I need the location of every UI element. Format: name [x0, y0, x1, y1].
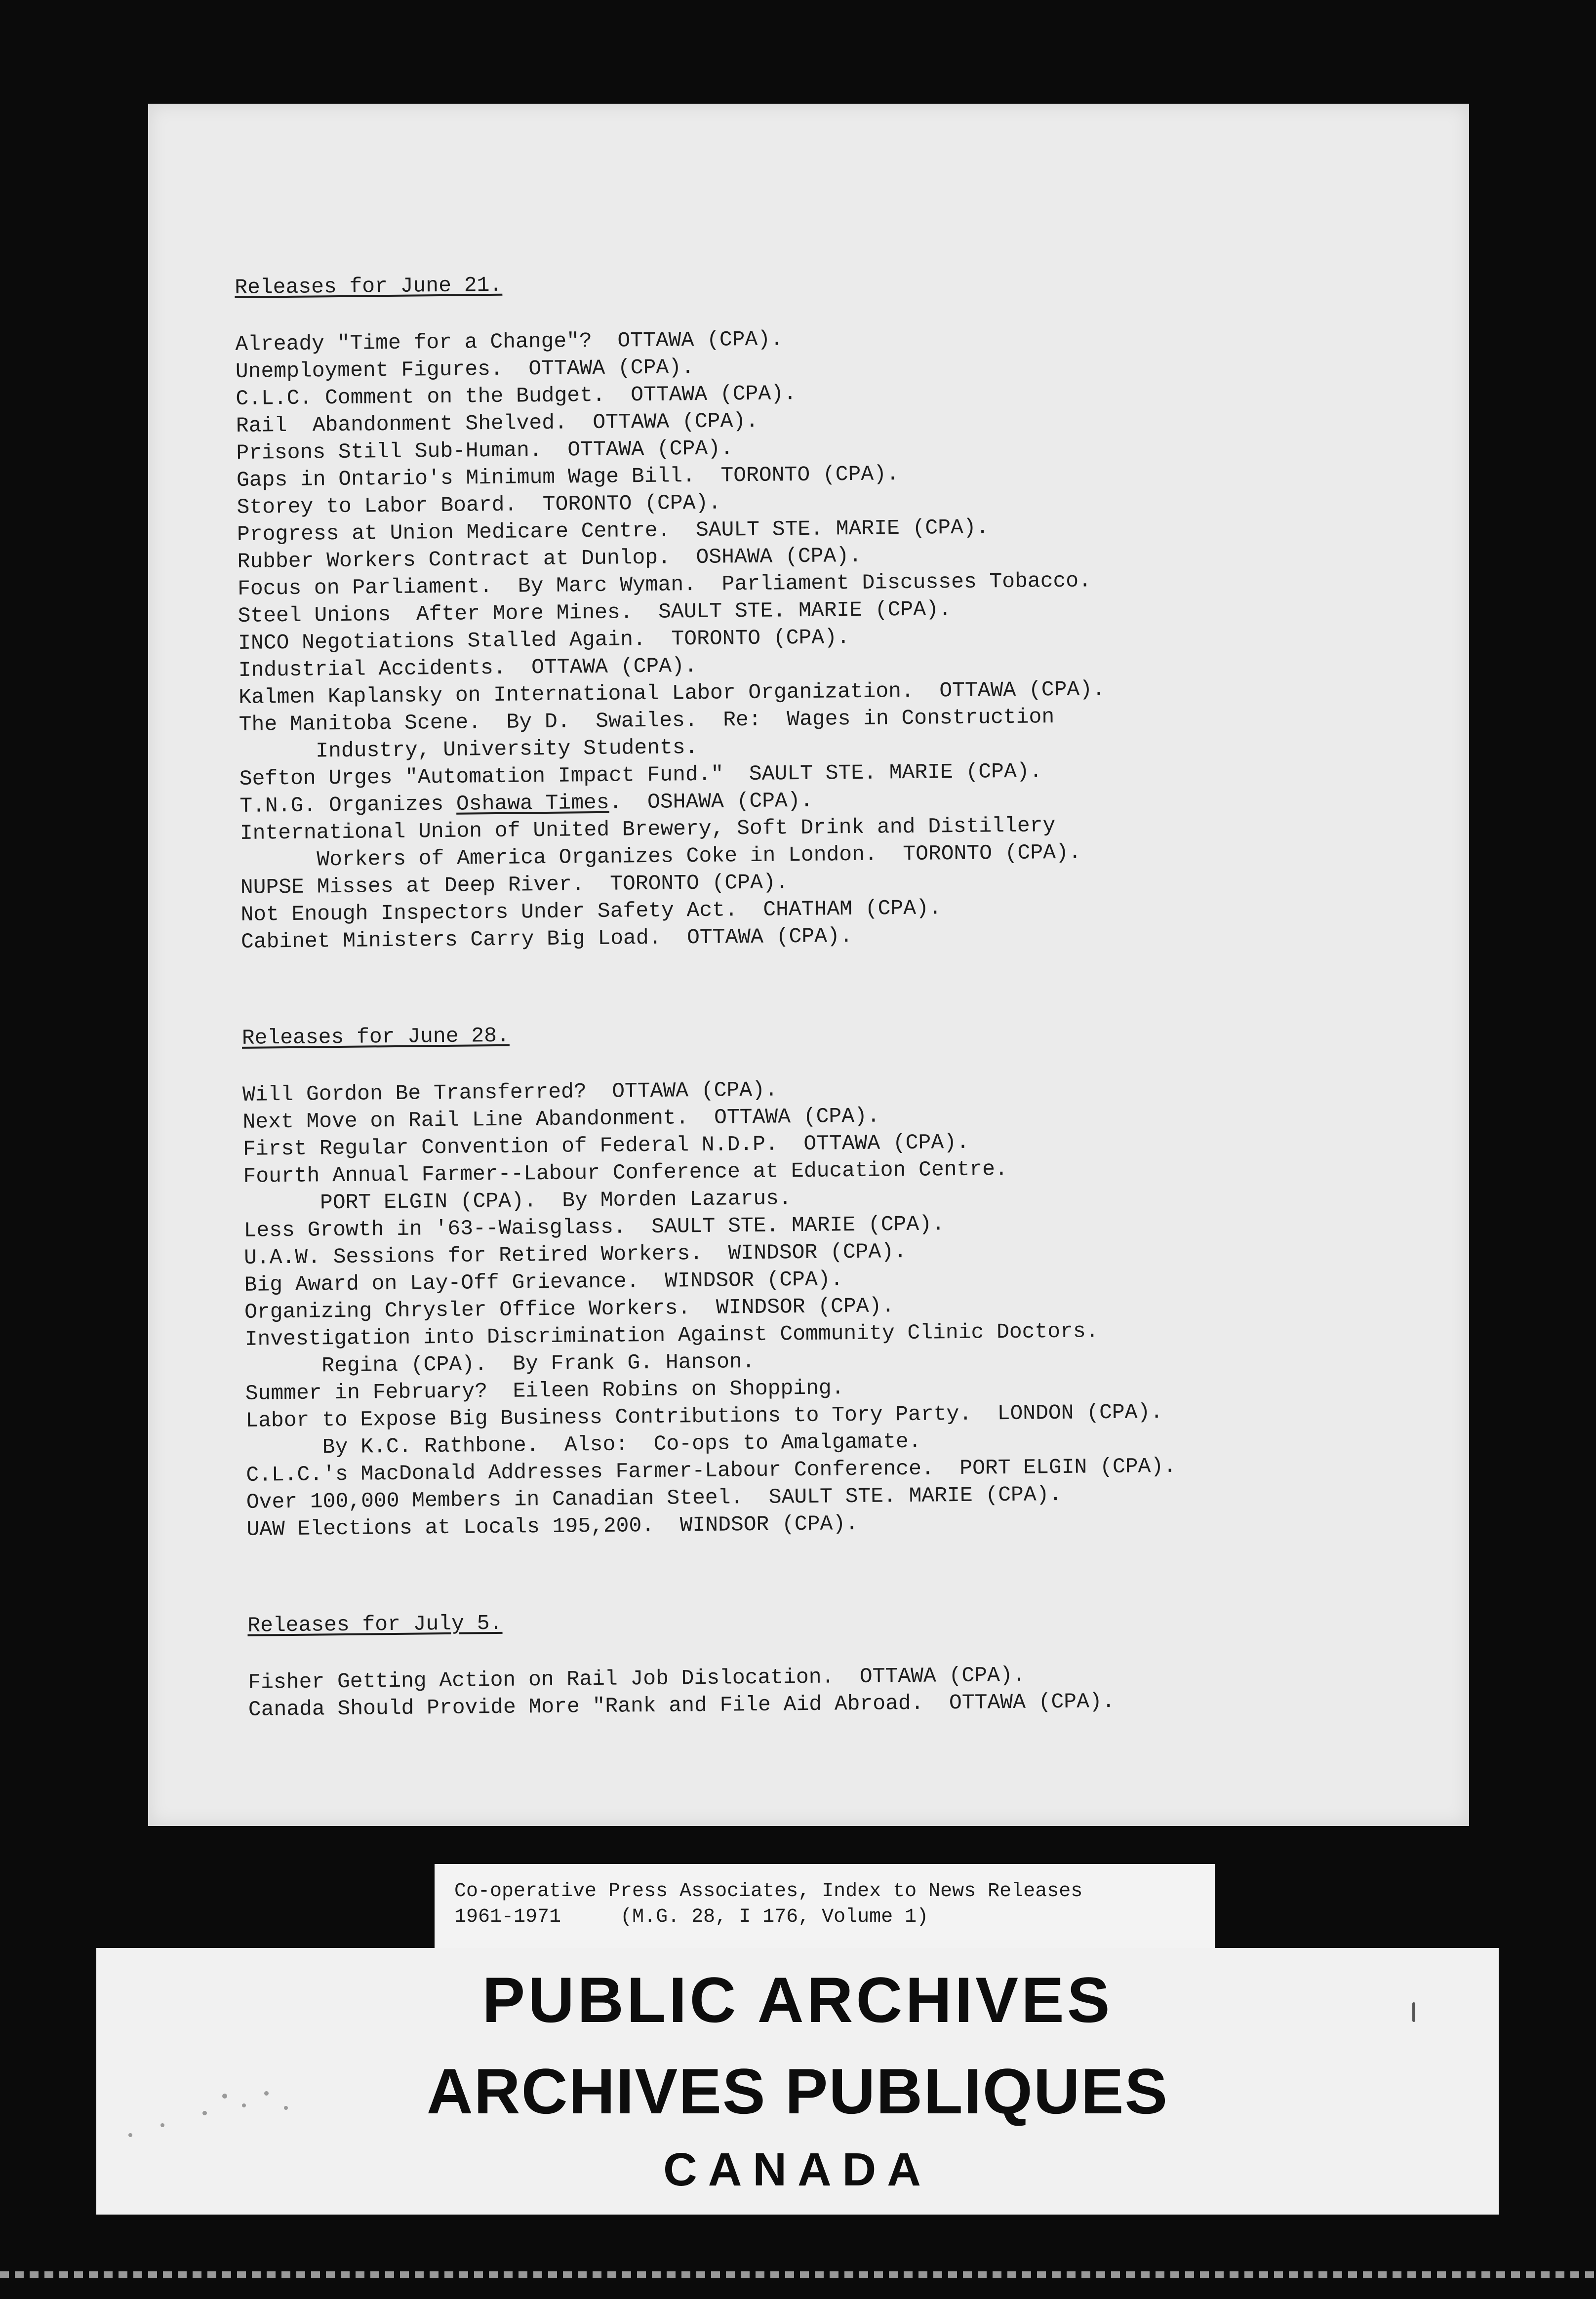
release-section: [242, 1013, 1457, 1543]
release-text: Already "Time for a Change"? OTTAWA (CPA).: [235, 327, 784, 357]
release-text: PORT ELGIN (CPA). By Morden Lazarus.: [319, 1186, 792, 1215]
release-text: Next Move on Rail Line Abandonment. OTTAWA (CPA).: [242, 1104, 880, 1134]
release-text: Workers of America Organizes Coke in London. TORONTO (CPA).: [317, 840, 1081, 872]
stamp-line-3: CANADA: [663, 2143, 932, 2196]
release-text: Storey to Labor Board. TORONTO (CPA).: [237, 490, 721, 519]
release-text: Industrial Accidents. OTTAWA (CPA).: [238, 654, 697, 682]
release-text: T.N.G. Organizes: [239, 792, 457, 818]
archives-stamp: [96, 1948, 1499, 2215]
release-text: Prisons Still Sub-Human. OTTAWA (CPA).: [236, 436, 734, 465]
reference-years: 1961-1971: [454, 1906, 561, 1928]
release-text: Canada Should Provide More "Rank and File Aid Abroad. OTTAWA (CPA).: [248, 1689, 1115, 1722]
release-text: C.L.C.'s MacDonald Addresses Farmer-Labour Conference. PORT ELGIN (CPA).: [246, 1454, 1177, 1487]
release-text: Focus on Parliament. By Marc Wyman. Parliament Discusses Tobacco.: [237, 568, 1092, 601]
section-heading: [235, 262, 1444, 301]
release-text: Summer in February? Eileen Robins on Shopping.: [245, 1376, 844, 1406]
releases-list: [235, 262, 1458, 1723]
section-heading-text: Releases for July 5.: [247, 1611, 503, 1638]
release-text: By K.C. Rathbone. Also: Co-ops to Amalgamate.: [322, 1429, 921, 1460]
stamp-line-2: ARCHIVES PUBLIQUES: [426, 2055, 1169, 2127]
release-text: Fisher Getting Action on Rail Job Dislocation. OTTAWA (CPA).: [248, 1663, 1026, 1695]
release-text: Rail Abandonment Shelved. OTTAWA (CPA).: [236, 408, 759, 438]
reference-line-2: [454, 1904, 1215, 1930]
release-text: Labor to Expose Big Business Contributions to Tory Party. LONDON (CPA).: [245, 1400, 1163, 1433]
release-text: Big Award on Lay-Off Grievance. WINDSOR (CPA).: [244, 1267, 843, 1297]
publication-title: Oshawa Times: [456, 790, 609, 816]
release-list: [248, 1657, 1458, 1723]
release-text: Industry, University Students.: [316, 735, 698, 763]
release-text: Investigation into Discrimination Against Community Clinic Doctors.: [244, 1319, 1099, 1351]
release-text: The Manitoba Scene. By D. Swailes. Re: Wages in Construction: [239, 705, 1055, 737]
release-text-tail: . OSHAWA (CPA).: [609, 788, 813, 815]
release-text: Will Gordon Be Transferred? OTTAWA (CPA).: [242, 1077, 778, 1107]
release-text: Gaps in Ontario's Minimum Wage Bill. TORONTO (CPA).: [236, 462, 900, 492]
release-text: INCO Negotiations Stalled Again. TORONTO (CPA).: [238, 625, 850, 655]
release-text: Regina (CPA). By Frank G. Hanson.: [321, 1349, 755, 1378]
release-list: [242, 1070, 1457, 1543]
release-text: Over 100,000 Members in Canadian Steel. SAULT STE. MARIE (CPA).: [246, 1482, 1062, 1514]
release-text: International Union of United Brewery, Soft Drink and Distillery: [239, 813, 1056, 845]
release-text: First Regular Convention of Federal N.D.P. OTTAWA (CPA).: [242, 1130, 970, 1161]
section-heading: [242, 1013, 1452, 1052]
release-text: Organizing Chrysler Office Workers. WINDSOR (CPA).: [244, 1294, 895, 1324]
reference-slip: [435, 1864, 1215, 1950]
release-text: Steel Unions After More Mines. SAULT STE. MARIE (CPA).: [238, 597, 952, 628]
release-text: Less Growth in '63--Waisglass. SAULT STE. MARIE (CPA).: [243, 1212, 945, 1243]
reference-volume: (M.G. 28, I 176, Volume 1): [620, 1906, 929, 1928]
release-text: Sefton Urges "Automation Impact Fund." SAULT STE. MARIE (CPA).: [239, 759, 1042, 791]
release-text: Fourth Annual Farmer--Labour Conference at Education Centre.: [243, 1157, 1008, 1189]
typed-document-page: [148, 104, 1469, 1826]
section-heading: [247, 1600, 1457, 1639]
release-section: [247, 1600, 1458, 1723]
release-text: Cabinet Ministers Carry Big Load. OTTAWA (CPA).: [240, 924, 853, 954]
release-list: [235, 319, 1451, 955]
stamp-line-1: PUBLIC ARCHIVES: [482, 1964, 1113, 2036]
release-text: Progress at Union Medicare Centre. SAULT STE. MARIE (CPA).: [237, 515, 989, 547]
release-section: [235, 262, 1451, 955]
release-text: NUPSE Misses at Deep River. TORONTO (CPA).: [240, 870, 789, 900]
release-text: U.A.W. Sessions for Retired Workers. WINDSOR (CPA).: [243, 1239, 907, 1270]
release-text: Not Enough Inspectors Under Safety Act. CHATHAM (CPA).: [240, 896, 942, 927]
section-heading-text: Releases for June 28.: [241, 1023, 510, 1050]
reference-line-1: Co-operative Press Associates, Index to News Releases: [454, 1880, 1083, 1903]
section-heading-text: Releases for June 21.: [235, 273, 503, 300]
release-text: Kalmen Kaplansky on International Labor Organization. OTTAWA (CPA).: [238, 677, 1106, 710]
release-text: UAW Elections at Locals 195,200. WINDSOR (CPA).: [246, 1511, 859, 1542]
release-text: C.L.C. Comment on the Budget. OTTAWA (CPA).: [236, 381, 797, 411]
release-text: Unemployment Figures. OTTAWA (CPA).: [235, 355, 695, 384]
release-text: Rubber Workers Contract at Dunlop. OSHAWA (CPA).: [237, 543, 862, 574]
film-edge: [0, 2271, 1596, 2278]
